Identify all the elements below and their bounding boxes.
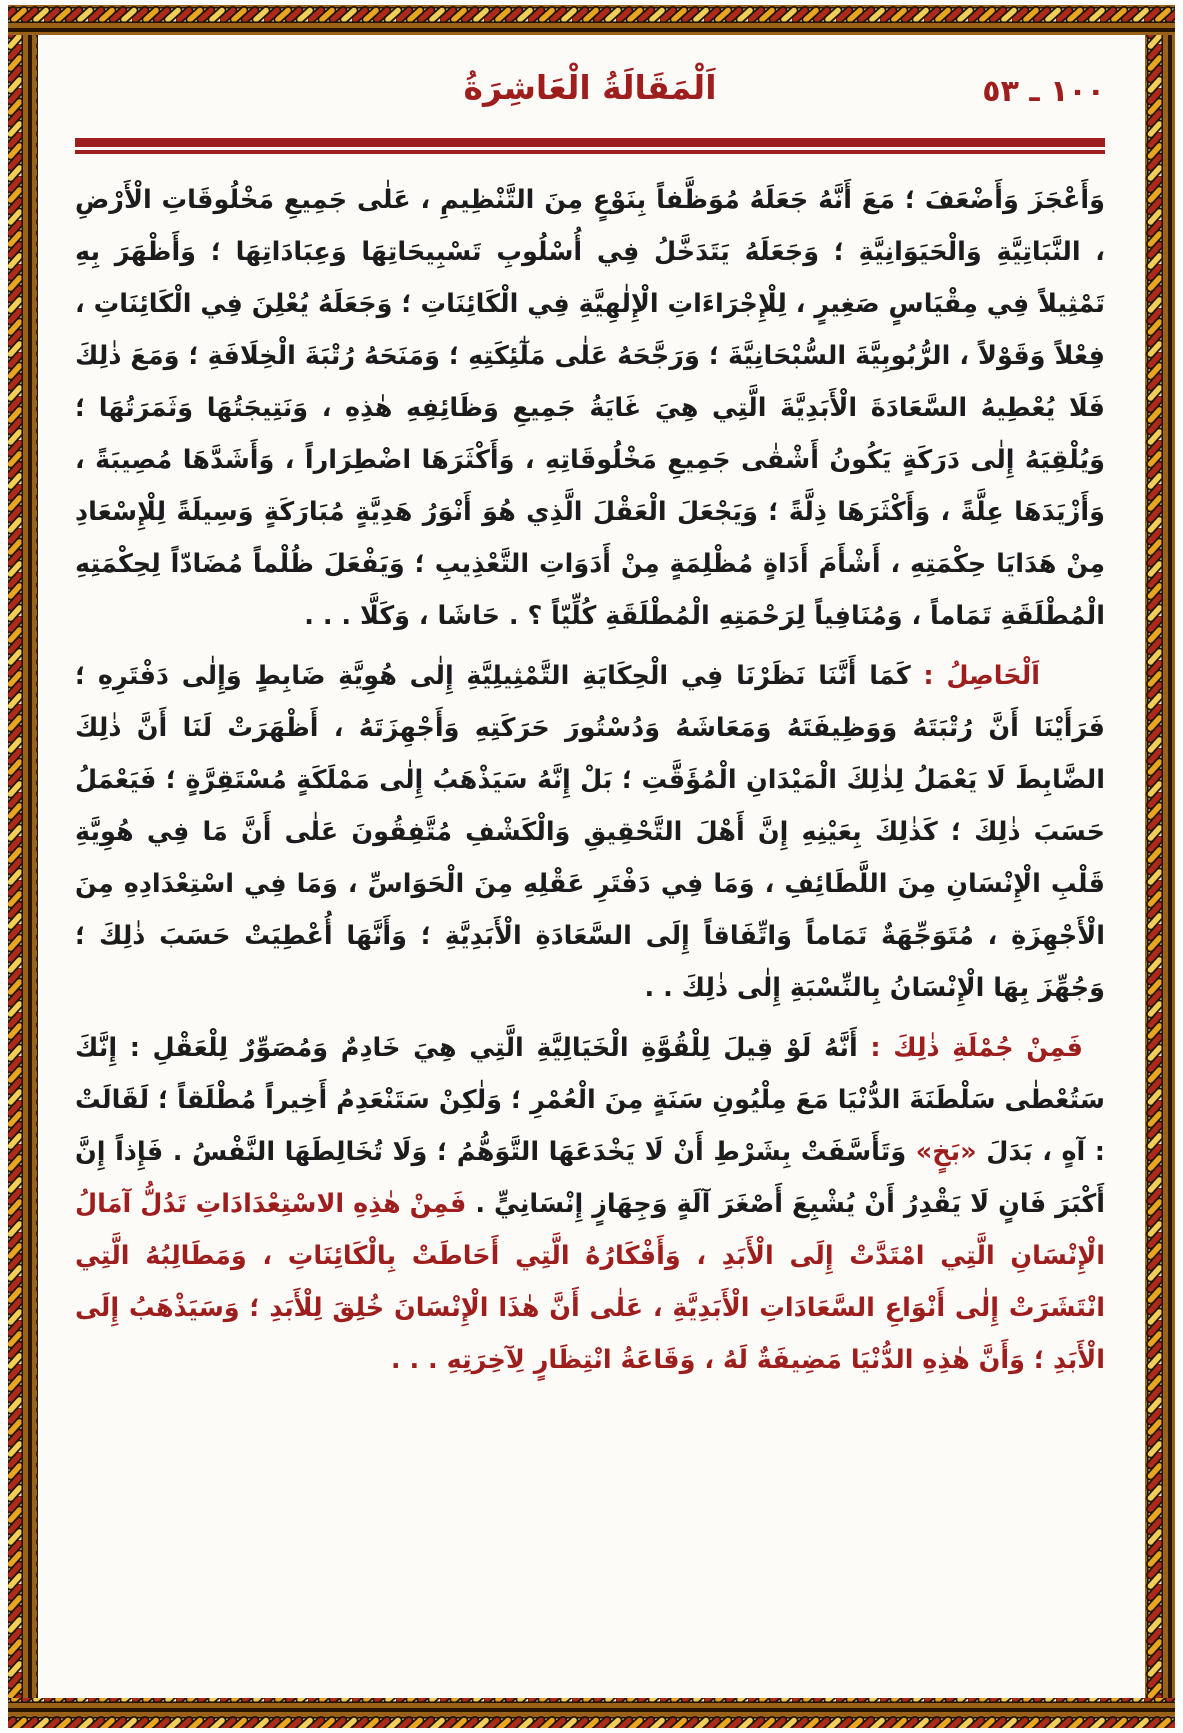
border-top-band	[8, 5, 1175, 35]
paragraph-3	[75, 1022, 1105, 1386]
border-bottom-band	[8, 1698, 1175, 1728]
page-header	[75, 60, 1105, 132]
page-title: اَلْمَقَالَةُ الْعَاشِرَةُ	[463, 68, 717, 107]
text-segment-red: فَمِنْ جُمْلَةِ ذٰلِكَ :	[857, 1033, 1084, 1063]
text-segment-black: أَنَّهُ لَوْ قِيلَ لِلْقُوَّةِ الْخَيَالِيَّةِ الَّتِي هِيَ خَادِمٌ وَمُصَوِّرٌ لِلْعَقْلِ : إِنَّكَ سَتُعْطٰى سَلْطَنَةَ الدُّنْيَا مَعَ مِلْيُونِ سَنَةٍ مِنَ الْعُمْرِ ؛ وَلٰكِنْ سَتَنْعَدِمُ أَخِيراً مُطْلَقاً ؛ لَقَالَتْ : آهٍ ، بَدَلَ	[75, 1033, 1105, 1167]
text-segment-red: فَمِنْ هٰذِهِ الاسْتِعْدَادَاتِ تَدُلُّ آمَالُ الْإِنْسَانِ الَّتِي امْتَدَّتْ إِلَى الْأَبَدِ ، وَأَفْكَارُهُ الَّتِي أَحَاطَتْ بِالْكَائِنَاتِ ، وَمَطَالِبُهُ الَّتِي انْتَشَرَتْ إِلٰى أَنْوَاعِ السَّعَادَاتِ الْأَبَدِيَّةِ ، عَلٰى أَنَّ هٰذَا الْإِنْسَانَ خُلِقَ لِلْأَبَدِ ؛ وَسَيَذْهَبُ إِلَى الْأَبَدِ ؛ وَأَنَّ هٰذِهِ الدُّنْيَا مَضِيفَةٌ لَهُ ، وَقَاعَةُ انْتِظَارٍ لِآخِرَتِهِ . . .	[75, 1189, 1105, 1375]
page-inner	[40, 38, 1143, 1695]
header-double-rule	[75, 138, 1105, 154]
text-segment-black: وَتَأَسَّفَتْ بِشَرْطِ أَنْ لَا يَخْدَعَهَا التَّوَهُّمُ ؛ وَلَا تُخَالِطَهَا النَّفْسُ . فَإِذاً إِنَّ أَكْبَرَ فَانٍ لَا يَقْدِرُ أَنْ يُشْبِعَ أَصْغَرَ آلَةٍ وَجِهَازٍ إِنْسَانِيٍّ .	[75, 1137, 1105, 1219]
paragraph-1	[75, 174, 1105, 642]
border-left-band	[8, 5, 38, 1728]
text-segment-red: اَلْحَاصِلُ :	[910, 661, 1040, 691]
text-segment-black: كَمَا أَنَّنَا نَظَرْنَا فِي الْحِكَايَةِ التَّمْثِيلِيَّةِ إِلٰى هُوِيَّةِ ضَابِطٍ وَإِلٰى دَفْتَرِهِ ؛ فَرَأَيْنَا أَنَّ رُتْبَتَهُ وَوَظِيفَتَهُ وَمَعَاشَهُ وَدُسْتُورَ حَرَكَتِهِ وَأَجْهِزَتَهُ ، أَظْهَرَتْ لَنَا أَنَّ ذٰلِكَ الضَّابِطَ لَا يَعْمَلُ لِذٰلِكَ الْمَيْدَانِ الْمُؤَقَّتِ ؛ بَلْ إِنَّهُ سَيَذْهَبُ إِلٰى مَمْلَكَةٍ مُسْتَقِرَّةٍ ؛ فَيَعْمَلُ حَسَبَ ذٰلِكَ ؛ كَذٰلِكَ بِعَيْنِهِ إِنَّ أَهْلَ التَّحْقِيقِ وَالْكَشْفِ مُتَّفِقُونَ عَلٰى أَنَّ مَا فِي هُوِيَّةِ قَلْبِ الْإِنْسَانِ مِنَ اللَّطَائِفِ ، وَمَا فِي دَفْتَرِ عَقْلِهِ مِنَ الْحَوَاسِّ ، وَمَا فِي اسْتِعْدَادِهِ مِنَ الْأَجْهِزَةِ ، مُتَوَجِّهَةٌ تَمَاماً وَاتِّفَاقاً إِلَى السَّعَادَةِ الْأَبَدِيَّةِ ؛ وَأَنَّهَا أُعْطِيَتْ حَسَبَ ذٰلِكَ ؛ وَجُهِّزَ بِهَا الْإِنْسَانُ بِالنِّسْبَةِ إِلٰى ذٰلِكَ . .	[75, 661, 1105, 1003]
border-right-band	[1145, 5, 1175, 1728]
text-segment-red: «بَخٍ»	[915, 1137, 977, 1167]
page-number: ١٠٠ ـ ٥٣	[982, 74, 1105, 109]
paragraph-2	[75, 650, 1105, 1014]
body-text	[75, 174, 1105, 1386]
page-content	[75, 60, 1105, 1394]
text-segment-black: وَأَعْجَزَ وَأَضْعَفَ ؛ مَعَ أَنَّهُ جَعَلَهُ مُوَظَّفاً بِنَوْعٍ مِنَ التَّنْظِيمِ ، عَلٰى جَمِيعِ مَخْلُوقَاتِ الْأَرْضِ ، النَّبَاتِيَّةِ وَالْحَيَوَانِيَّةِ ؛ وَجَعَلَهُ يَتَدَخَّلُ فِي أُسْلُوبِ تَسْبِيحَاتِهَا وَعِبَادَاتِهَا ؛ وَأَظْهَرَ بِهِ تَمْثِيلاً فِي مِقْيَاسٍ صَغِيرٍ ، لِلْإِجْرَاءَاتِ الْإِلٰهِيَّةِ فِي الْكَائِنَاتِ ؛ وَجَعَلَهُ يُعْلِنَ فِي الْكَائِنَاتِ ، فِعْلاً وَقَوْلاً ، الرُّبُوبِيَّةَ السُّبْحَانِيَّةَ ؛ وَرَجَّحَهُ عَلٰى مَلٰٓئِكَتِهِ ؛ وَمَنَحَهُ رُتْبَةَ الْخِلَافَةِ ؛ وَمَعَ ذٰلِكَ فَلَا يُعْطِيهُ السَّعَادَةَ الْأَبَدِيَّةَ الَّتِي هِيَ غَايَةُ جَمِيعِ وَظَائِفِهِ هٰذِهِ ، وَنَتِيجَتُهَا وَثَمَرَتُهَا ؛ وَيُلْقِيَهُ إِلٰى دَرَكَةٍ يَكُونُ أَشْقٰى جَمِيعِ مَخْلُوقَاتِهِ ، وَأَكْثَرَهَا اضْطِرَاراً ، وَأَشَدَّهَا مُصِيبَةً ، وَأَزْيَدَهَا عِلَّةً ، وَأَكْثَرَهَا ذِلَّةً ؛ وَيَجْعَلَ الْعَقْلَ الَّذِي هُوَ أَنْوَرُ هَدِيَّةٍ مُبَارَكَةٍ وَسِيلَةً لِلْإِسْعَادِ مِنْ هَدَايَا حِكْمَتِهِ ، أَشْأَمَ أَدَاةٍ مُظْلِمَةٍ مِنْ أَدَوَاتِ التَّعْذِيبِ ؛ وَيَفْعَلَ ظُلْماً مُضَادّاً لِحِكْمَتِهِ الْمُطْلَقَةِ تَمَاماً ، وَمُنَافِياً لِرَحْمَتِهِ الْمُطْلَقَةِ كُلِّيّاً ؟ . حَاشَا ، وَكَلَّا . . .	[75, 185, 1105, 631]
